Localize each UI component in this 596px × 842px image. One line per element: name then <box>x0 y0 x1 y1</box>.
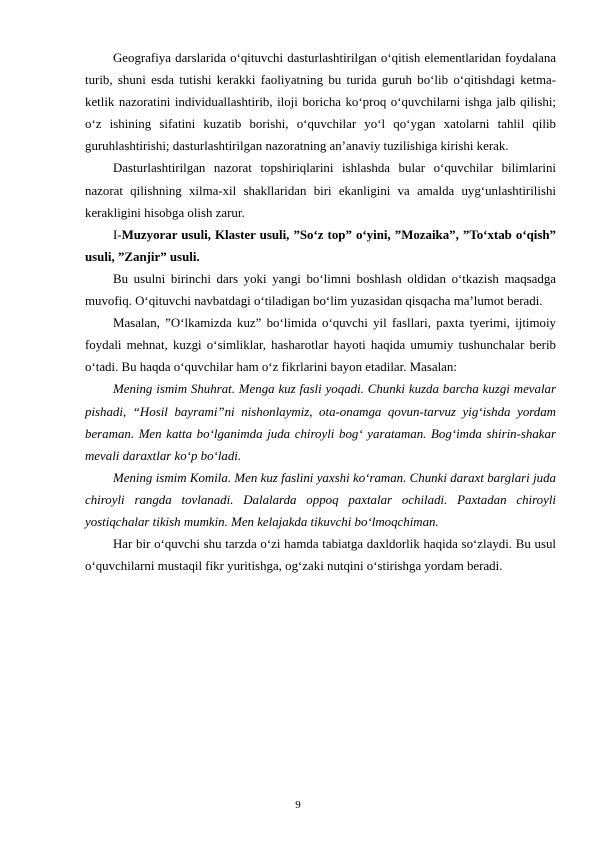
page-body <box>85 47 556 577</box>
page-number: 9 <box>295 799 301 811</box>
paragraph-method-usage: Bu usulni birinchi dars yoki yangi bo‘limni boshlash oldidan o‘tkazish maqsadga muvofiq. O‘qituvchi navbatdagi o‘tiladigan bo‘lim yuzasidan qisqacha ma’lumot beradi. <box>85 271 556 309</box>
paragraph-intro: Geografiya darslarida o‘qituvchi dasturlashtirilgan o‘qitish elementlaridan foydalana turib, shuni esda tutishi kerakki faoliyatning bu turida guruh bo‘lib o‘qitishdagi ketma-ketlik nazoratini individuallashtirib, iloji boricha ko‘proq o‘quvchilarni ishga jalb qilishi; o‘z ishining sifatini kuzatib borishi, o‘quvchilar yo‘l qo‘ygan xatolarni tahlil qilib guruhlashtirishi; dasturlashtirilgan nazoratning an’anaviy tuzilishiga kirishi kerak. <box>85 51 556 154</box>
heading-prefix: I- <box>113 227 122 242</box>
example-komila: Mening ismim Komila. Men kuz faslini yaxshi ko‘raman. Chunki daraxt barglari juda chiroyli rangda tovlanadi. Dalalarda oppoq paxtalar ochiladi. Paxtadan chiroyli yostiqchalar tikish mumkin. Men kelajakda tikuvchi bo‘lmoqchiman. <box>85 470 556 529</box>
paragraph-example-intro: Masalan, ”O‘lkamizda kuz” bo‘limida o‘quvchi yil fasllari, paxta tyerimi, ijtimoiy foydali mehnat, kuzgi o‘simliklar, hasharotlar hayoti haqida umumiy tushunchalar berib o‘tadi. Bu haqda o‘quvchilar ham o‘z fikrlarini bayon etadilar. Masalan: <box>85 316 556 375</box>
heading-methods: Muzyorar usuli, Klaster usuli, ”So‘z top” o‘yini, ”Mozaika”, ”To‘xtab o‘qish” usuli, ”Zanjir” usuli. <box>85 227 556 264</box>
example-shuhrat: Mening ismim Shuhrat. Menga kuz fasli yoqadi. Chunki kuzda barcha kuzgi mevalar pishadi, “Hosil bayrami”ni nishonlaymiz, ota-onamga qovun-tarvuz yig‘ishda yordam beraman. Men katta bo‘lganimda juda chiroyli bog‘ yarataman. Bog‘imda shirin-shakar mevali daraxtlar ko‘p bo‘ladi. <box>85 382 556 463</box>
paragraph-closing: Har bir o‘quvchi shu tarzda o‘zi hamda tabiatga daxldorlik haqida so‘zlaydi. Bu usul o‘quvchilarni mustaqil fikr yuritishga, og‘zaki nutqini o‘stirishga yordam beradi. <box>85 537 556 574</box>
paragraph-control: Dasturlashtirilgan nazorat topshiriqlarini ishlashda bular o‘quvchilar bilimlarini nazorat qilishning xilma-xil shakllaridan biri ekanligini va amalda uyg‘unlashtirilishi kerakligini hisobga olish zarur. <box>85 161 556 220</box>
section-heading <box>85 224 556 268</box>
